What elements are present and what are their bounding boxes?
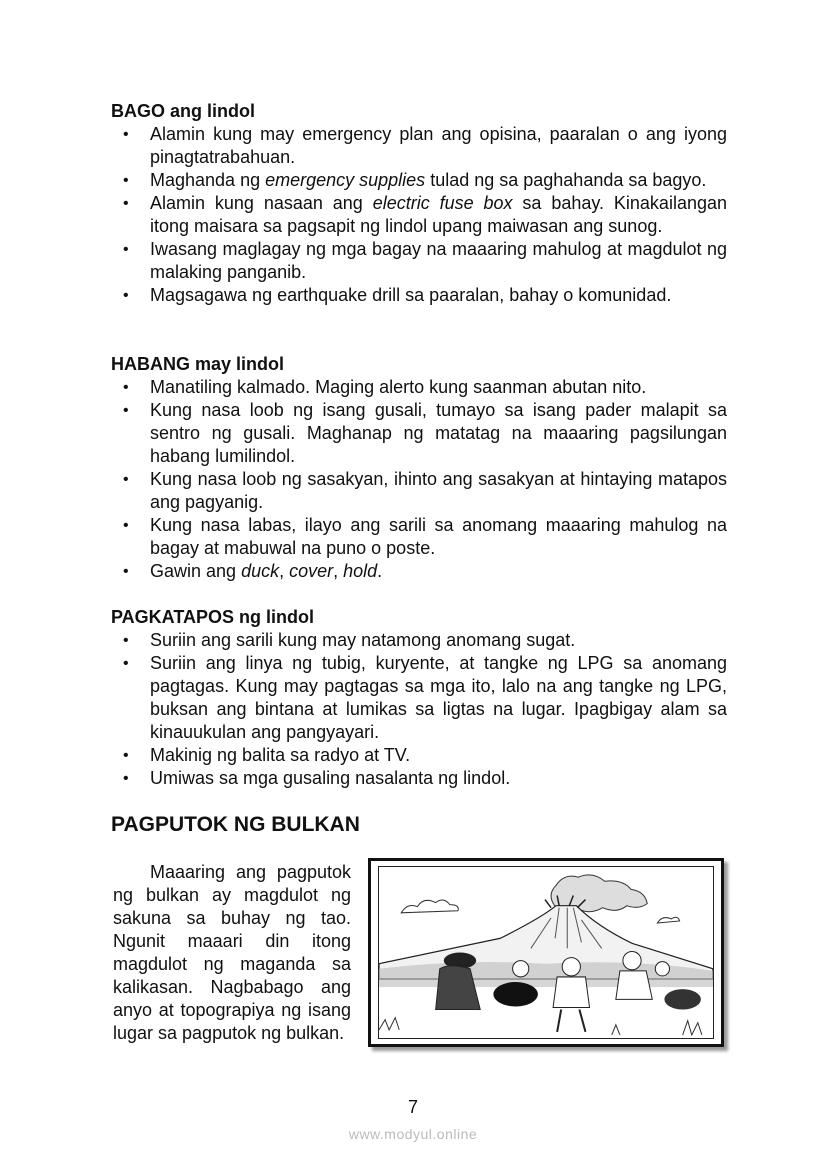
section-title-pagkatapos: PAGKATAPOS ng lindol — [111, 607, 314, 627]
italic-term: duck — [241, 561, 280, 581]
italic-term: electric fuse box — [372, 193, 513, 213]
list-item: • Gawin ang duck, cover, hold. — [111, 560, 727, 583]
habang-list — [111, 376, 727, 583]
section-title-bago: BAGO ang lindol — [111, 101, 255, 121]
italic-term: emergency supplies — [265, 170, 426, 190]
page-number: 7 — [407, 1097, 418, 1117]
section-pagkatapos — [111, 606, 727, 790]
list-item: • Suriin ang sarili kung may natamong anomang sugat. — [111, 629, 727, 652]
footer-watermark: www.modyul.online — [348, 1126, 478, 1142]
list-item: • Makinig ng balita sa radyo at TV. — [111, 744, 727, 767]
list-item: • Magsagawa ng earthquake drill sa paaralan, bahay o komunidad. — [111, 284, 727, 307]
volcano-drawing-icon — [379, 867, 713, 1038]
volcano-illustration-frame — [368, 858, 724, 1047]
list-item: • Iwasang maglagay ng mga bagay na maaaring mahulog at magdulot ng malaking panganib. — [111, 238, 727, 284]
list-item: • Kung nasa loob ng sasakyan, ihinto ang sasakyan at hintaying matapos ang pagyanig. — [111, 468, 727, 514]
list-item: • Kung nasa loob ng isang gusali, tumayo sa isang pader malapit sa sentro ng gusali. Maghanap ng matatag na maaaring pagsilungan habang lumilindol. — [111, 399, 727, 468]
list-item: • Alamin kung may emergency plan ang opisina, paaralan o ang iyong pinagtatrabahuan. — [111, 123, 727, 169]
list-item: • Suriin ang linya ng tubig, kuryente, at tangke ng LPG sa anomang pagtagas. Kung may pagtagas sa mga ito, lalo na ang tangke ng LPG, buksan ang bintana at lumikas sa ligtas na lugar. Ipagbigay alam sa kinauukulan ang pangyayari. — [111, 652, 727, 744]
section-title-habang: HABANG may lindol — [111, 354, 285, 374]
italic-term: cover — [289, 561, 334, 581]
list-item: • Kung nasa labas, ilayo ang sarili sa anomang maaaring mahulog na bagay at mabuwal na puno o poste. — [111, 514, 727, 560]
volcano-illustration — [378, 866, 714, 1039]
volcano-paragraph: Maaaring ang pagputok ng bulkan ay magdulot ng sakuna sa buhay ng tao. Ngunit maaari din itong magdulot ng maganda sa kalikasan. Nagbabago ang anyo at topograpiya ng isang lugar sa pagputok ng bulkan. — [113, 862, 351, 1043]
section-bago — [111, 100, 727, 307]
list-item: • Umiwas sa mga gusaling nasalanta ng lindol. — [111, 767, 727, 790]
pagkatapos-list — [111, 629, 727, 790]
italic-term: hold — [343, 561, 378, 581]
heading-pagputok-ng-bulkan: PAGPUTOK NG BULKAN — [111, 813, 360, 836]
list-item: • Alamin kung nasaan ang electric fuse box sa bahay. Kinakailangan itong maisara sa pagsapit ng lindol upang maiwasan ang sunog. — [111, 192, 727, 238]
list-item: • Maghanda ng emergency supplies tulad ng sa paghahanda sa bagyo. — [111, 169, 727, 192]
section-habang — [111, 353, 727, 583]
bago-list — [111, 123, 727, 307]
list-item: • Manatiling kalmado. Maging alerto kung saanman abutan nito. — [111, 376, 727, 399]
